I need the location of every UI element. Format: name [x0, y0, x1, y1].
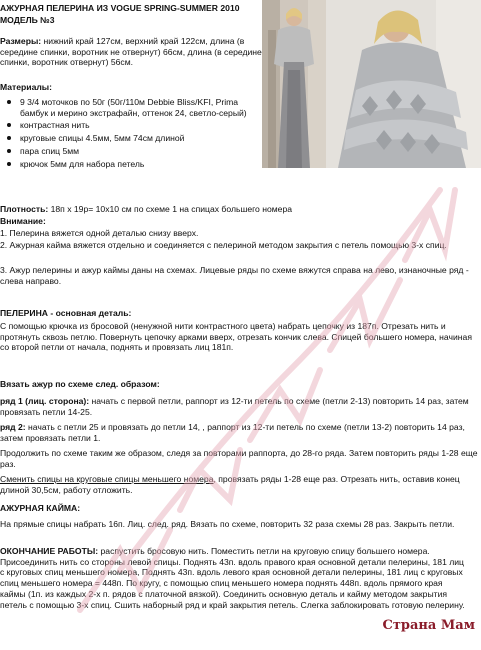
change-needles-underlined: Сменить спицы на круговые спицы меньшего номера: [0, 474, 214, 484]
row2-paragraph: [0, 422, 478, 443]
materials-item: крючок 5мм для набора петель: [6, 159, 262, 170]
row2-text: начать с петли 25 и провязать до петли 14, , раппорт из 12-ти петель по схеме (петли 13-2) повторить 14 раз, затем провязать петли 1.: [0, 422, 465, 443]
sizes-text: нижний край 127см, верхний край 122см, длина (в середине спинки, воротник не отвернут) 66см, длина (в середине спинки, воротник отвернут) 56см.: [0, 36, 262, 68]
change-needles-paragraph: [0, 474, 478, 495]
model-photo: [262, 0, 326, 168]
border-text: На прямые спицы набрать 16п. Лиц. след. ряд. Вязать по схеме, повторить 32 раза схемы 28 раз. Закрыть петли.: [0, 519, 455, 529]
materials-item: круговые спицы 4.5мм, 5мм 74см длиной: [6, 133, 262, 144]
materials-heading: Материалы:: [0, 82, 53, 92]
density-paragraph: [0, 204, 478, 215]
materials-list: [6, 97, 262, 171]
density-label: Плотность:: [0, 204, 49, 214]
materials-item: контрастная нить: [6, 120, 262, 131]
attention-item: 1. Пелерина вяжется одной деталью снизу вверх.: [0, 228, 199, 238]
border-heading: АЖУРНАЯ КАЙМА:: [0, 503, 81, 513]
row2-label: ряд 2:: [0, 422, 26, 432]
row1-paragraph: [0, 396, 478, 417]
sizes-label: Размеры:: [0, 36, 42, 46]
brand-logo: Страна Мам: [382, 617, 475, 633]
finishing-label: ОКОНЧАНИЕ РАБОТЫ:: [0, 546, 99, 556]
continue-paragraph: Продолжить по схеме таким же образом, следя за повторами раппорта, до 28-го ряда. Затем повторить ряды 1-28 еще раз.: [0, 448, 478, 469]
row1-text: начать с первой петли, раппорт из 12-ти петель по схеме (петли 2-13) повторить 14 раз, затем провязать петли 14-25.: [0, 396, 469, 417]
pattern-heading: Вязать ажур по схеме след. образом:: [0, 379, 160, 389]
attention-item: 2. Ажурная кайма вяжется отдельно и соединяется с пелериной методом закрытия с петель помощью 3-х спиц.: [0, 240, 447, 250]
row1-label: ряд 1 (лиц. сторона):: [0, 396, 90, 406]
main-part-text: С помощью крючка из бросовой (ненужной нити контрастного цвета) набрать цепочку из 187п. Отрезать нить и протянуть сквозь петлю. Повернуть цепочку арками вверх, отрезать кончик слева. Спицей большего номера, начиная со второй петли от начала, поднять и провязать лиц 181п.: [0, 321, 472, 353]
attention-heading: Внимание:: [0, 216, 46, 226]
materials-item: 9 3/4 моточков по 50г (50г/110м Debbie Bliss/KFI, Prima бамбук и мерино экстрафайн, оттенок 24, светло-серый): [6, 97, 262, 118]
sizes-paragraph: [0, 36, 262, 68]
attention-item: 3. Ажур пелерины и ажур каймы даны на схемах. Лицевые ряды по схеме вяжутся справа на лево, изнаночные ряд - слева направо.: [0, 265, 469, 286]
change-needles-rest: , провязать ряды 1-28 еще раз. Отрезать нить, оставив конец длиной 30,5см, работу отложить.: [0, 474, 460, 495]
density-text: 18п х 19р= 10х10 см по схеме 1 на спицах большего номера: [48, 204, 292, 214]
finishing-paragraph: [0, 546, 470, 610]
page-title: АЖУРНАЯ ПЕЛЕРИНА ИЗ VOGUE SPRING-SUMMER 2010 МОДЕЛЬ №3: [0, 3, 240, 25]
materials-item: пара спиц 5мм: [6, 146, 262, 157]
cape-detail-photo: [326, 0, 481, 168]
main-part-heading: ПЕЛЕРИНА - основная деталь:: [0, 308, 132, 318]
finishing-text: распустить бросовую нить. Поместить петли на круговую спицу большего номера. Присоединить нить со стороны левой спицы. Поднять 43п. вдоль правого края основной детали пелерины, 181 лиц с круговых спиц меньшего номера, Поднять 43п. вдоль левого края основной детали пелерины, 181 лиц с круговых спиц меньшего номера = 448п. По кругу, с помощью спиц меньшего номера поднять 448п. вдоль прямого края каймы (1п. из каждых 2-х п. рядов с платочной вязкой). Соединить основную деталь и кайму методом закрытия петель с помощью 3-х спиц. Сшить наборный ряд и край закрытия петель. Слегка заблокировать готовую пелерину.: [0, 546, 465, 610]
